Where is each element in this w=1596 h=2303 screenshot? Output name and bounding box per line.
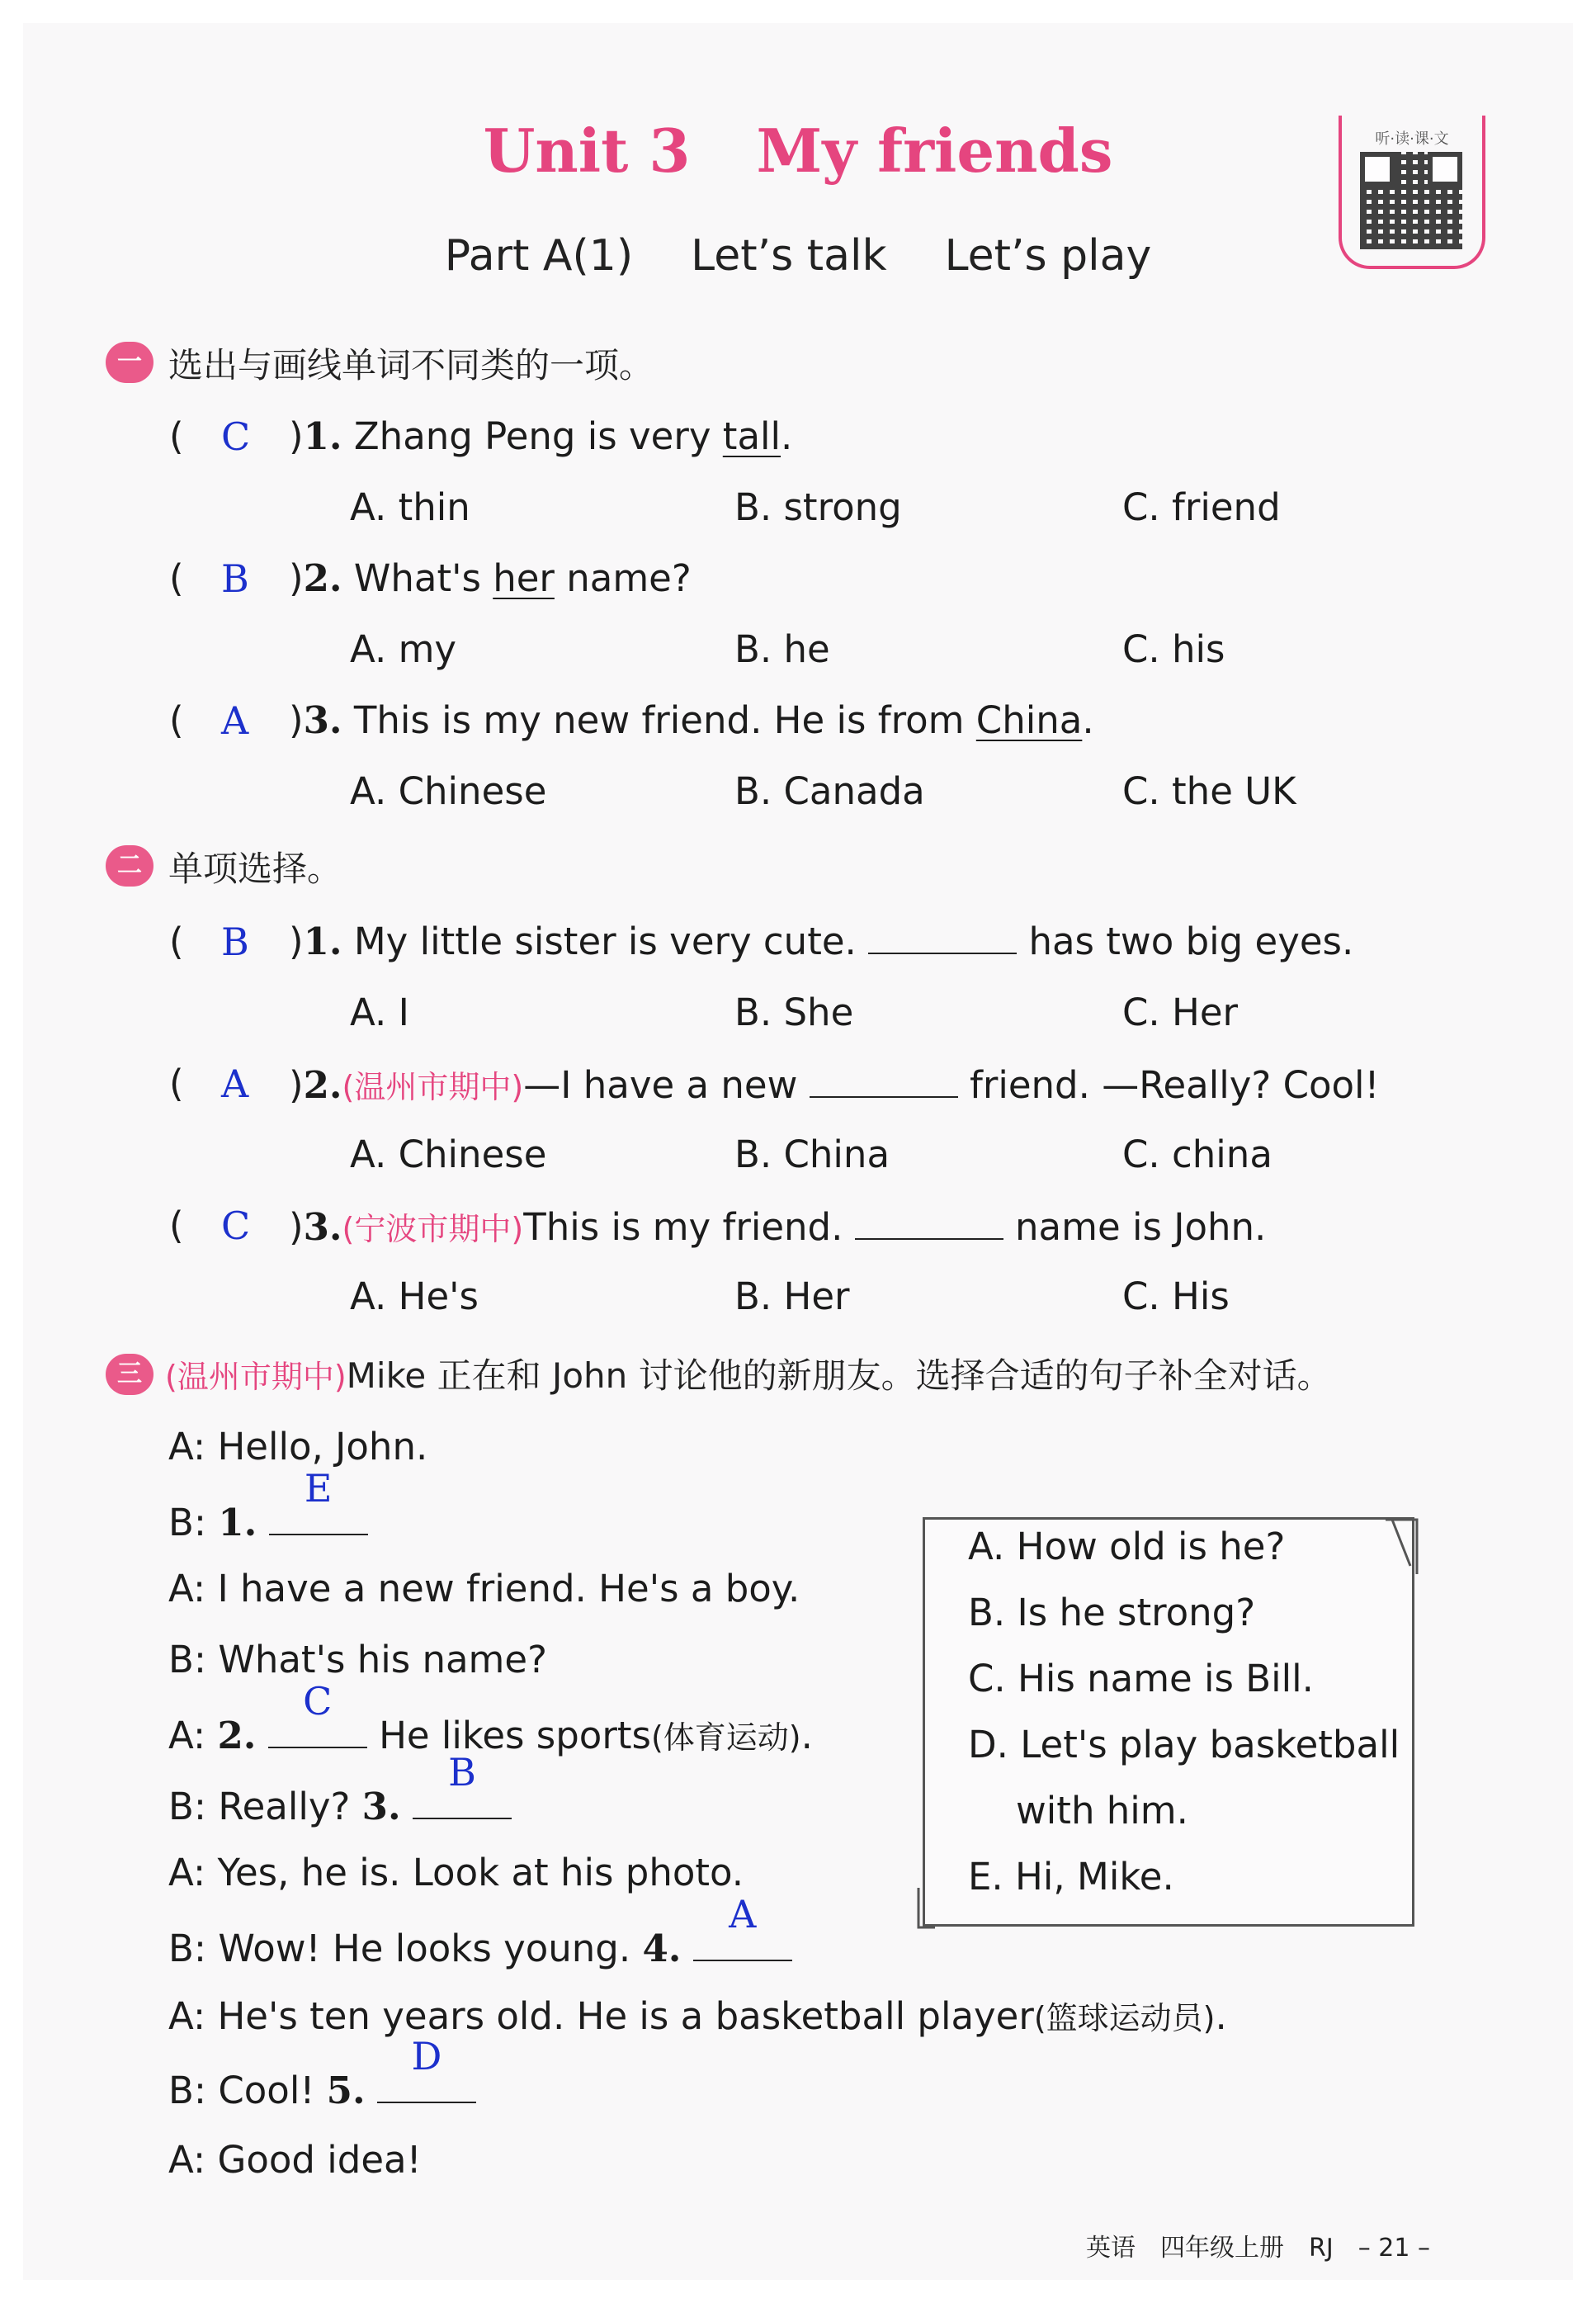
dialogue-line: A: Good idea!	[168, 2138, 422, 2182]
option-c: C. his	[1122, 627, 1225, 671]
answer: A	[221, 698, 249, 743]
option-item: A. How old is he?	[968, 1525, 1286, 1568]
option-c: C. the UK	[1122, 769, 1296, 813]
dialogue-text: B: Cool!	[168, 2069, 327, 2112]
answer: C	[303, 1679, 333, 1724]
answer-blank[interactable]	[868, 948, 1017, 954]
part-label: Part A(1)	[444, 231, 634, 281]
question-text: My little sister is very cute.	[353, 920, 869, 963]
question-s2-2: )2.(温州市期中)—I have a new friend. —Really? Cool!	[289, 1063, 1380, 1107]
qr-code-icon[interactable]	[1360, 152, 1462, 249]
question-text: —I have a new	[523, 1063, 810, 1107]
question-number: 1.	[303, 920, 342, 963]
question-text-end: .	[1082, 698, 1094, 742]
question-s2-1: )1. My little sister is very cute. has two big eyes.	[289, 920, 1354, 963]
answer-paren: (	[169, 698, 184, 742]
dialogue-text-end: .	[800, 1714, 813, 1757]
play-label: Let’s play	[944, 231, 1152, 281]
answer-paren: (	[169, 414, 184, 458]
question-number: 2.	[303, 556, 342, 600]
qr-label: 听·读·课·文	[1375, 130, 1449, 148]
question-source: (宁波市期中)	[342, 1211, 524, 1247]
option-c: C. His	[1122, 1274, 1230, 1318]
dialogue-line: A: Hello, John.	[168, 1425, 428, 1468]
unit-label: Unit 3	[483, 116, 691, 186]
answer-blank[interactable]	[377, 2034, 476, 2103]
question-s1-2: )2. What's her name?	[289, 556, 692, 600]
option-a: A. I	[350, 991, 409, 1034]
answer: B	[221, 556, 249, 601]
answer: A	[221, 1062, 249, 1106]
question-s1-1: )1. Zhang Peng is very tall.	[289, 414, 793, 458]
blank-number: 2.	[217, 1714, 257, 1757]
dialogue-text: He likes sports	[366, 1714, 651, 1757]
question-text: Zhang Peng is very	[353, 414, 723, 458]
answer-blank[interactable]	[268, 1679, 367, 1748]
dialogue-line: B: What's his name?	[168, 1638, 547, 1681]
option-a: A. He's	[350, 1274, 479, 1318]
dialogue-text-end: .	[1215, 1994, 1227, 2038]
option-item-continuation: with him.	[1016, 1789, 1188, 1832]
question-text: This is my friend.	[523, 1205, 855, 1249]
dialogue-line	[168, 1892, 792, 1970]
question-s1-3: )3. This is my new friend. He is from China.	[289, 698, 1094, 742]
dialogue-text: B: Really?	[168, 1785, 362, 1828]
dialogue-line	[168, 1466, 368, 1544]
page-fold-icon	[1386, 1516, 1419, 1574]
underlined-word: her	[493, 556, 555, 600]
page-number: – 21 –	[1358, 2234, 1430, 2263]
option-item: B. Is he strong?	[968, 1591, 1256, 1634]
dialogue-text: B: Wow! He looks young.	[168, 1927, 643, 1970]
dialogue-line	[168, 2034, 476, 2112]
dialogue-line: A: I have a new friend. He's a boy.	[168, 1567, 800, 1610]
question-source: (温州市期中)	[342, 1069, 524, 1105]
footer-subject: 英语	[1086, 2234, 1136, 2263]
option-c: C. china	[1122, 1133, 1273, 1176]
option-b: B. Her	[734, 1274, 850, 1318]
answer-blank[interactable]	[855, 1233, 1003, 1240]
option-a: A. Chinese	[350, 769, 547, 813]
answer-blank[interactable]	[413, 1750, 512, 1819]
question-number: 1.	[303, 414, 342, 458]
answer-paren: (	[169, 556, 184, 600]
unit-name: My friends	[756, 116, 1113, 186]
section-3-icon: 三	[106, 1354, 153, 1395]
chinese-gloss: (篮球运动员)	[1033, 2000, 1216, 2036]
option-item: E. Hi, Mike.	[968, 1855, 1174, 1899]
blank-number: 1.	[218, 1501, 257, 1544]
option-b: B. he	[734, 627, 830, 671]
question-text: This is my new friend. He is from	[353, 698, 976, 742]
option-b: B. China	[734, 1133, 890, 1176]
dialogue-line	[168, 1750, 512, 1828]
option-c: C. friend	[1122, 485, 1281, 529]
underlined-word: China	[975, 698, 1083, 742]
question-text-end: name?	[554, 556, 692, 600]
question-text-end: has two big eyes.	[1017, 920, 1354, 963]
option-b: B. Canada	[734, 769, 925, 813]
dialogue-text: A: He's ten years old. He is a basketball player	[168, 1994, 1034, 2038]
dialogue-line: A: Yes, he is. Look at his photo.	[168, 1851, 744, 1894]
qr-badge[interactable]	[1339, 116, 1485, 269]
section-source: (温州市期中)	[165, 1359, 347, 1395]
footer-grade: 四年级上册	[1160, 2234, 1284, 2263]
question-text: What's	[353, 556, 493, 600]
answer: B	[448, 1750, 476, 1795]
options-box	[923, 1517, 1414, 1927]
option-item: D. Let's play basketball	[968, 1723, 1400, 1766]
option-b: B. strong	[734, 485, 902, 529]
blank-number: 3.	[361, 1785, 401, 1828]
answer-blank[interactable]	[269, 1466, 368, 1535]
blank-number: 5.	[326, 2069, 366, 2112]
section-2-icon: 二	[106, 845, 153, 887]
question-number: 3.	[303, 698, 342, 742]
footer-edition: RJ	[1309, 2234, 1334, 2263]
underlined-word: tall	[722, 414, 781, 458]
section-2-instruction: 单项选择。	[168, 849, 342, 889]
question-number: 2.	[303, 1063, 342, 1107]
blank-number: 4.	[642, 1927, 682, 1970]
answer-blank[interactable]	[810, 1091, 958, 1098]
answer: B	[221, 920, 249, 964]
dialogue-line	[168, 1993, 1227, 2038]
speaker: A:	[168, 1714, 218, 1757]
option-item: C. His name is Bill.	[968, 1657, 1314, 1700]
answer: C	[221, 1204, 251, 1248]
question-text-end: .	[781, 414, 793, 458]
question-text-end: name is John.	[1003, 1205, 1267, 1249]
option-a: A. thin	[350, 485, 470, 529]
page-fold-icon	[917, 1888, 937, 1929]
answer-paren: (	[169, 1204, 184, 1247]
question-number: 3.	[303, 1205, 342, 1249]
option-a: A. my	[350, 627, 457, 671]
answer: E	[304, 1466, 333, 1511]
answer-paren: (	[169, 1062, 184, 1105]
question-text-end: friend. —Really? Cool!	[957, 1063, 1380, 1107]
question-s2-3: )3.(宁波市期中)This is my friend. name is John.	[289, 1205, 1267, 1249]
answer: D	[411, 2034, 442, 2078]
section-1-instruction: 选出与画线单词不同类的一项。	[168, 345, 654, 385]
answer-paren: (	[169, 920, 184, 963]
answer-blank[interactable]	[693, 1892, 792, 1961]
option-b: B. She	[734, 991, 854, 1034]
talk-label: Let’s talk	[691, 231, 887, 281]
answer: A	[729, 1892, 757, 1937]
section-1-icon: 一	[106, 342, 153, 383]
option-c: C. Her	[1122, 991, 1239, 1034]
answer: C	[221, 414, 251, 459]
speaker: B:	[168, 1501, 219, 1544]
chinese-gloss: (体育运动)	[650, 1719, 801, 1756]
section-instruction-text: Mike 正在和 John 讨论他的新朋友。选择合适的句子补全对话。	[346, 1355, 1332, 1396]
section-3-instruction	[165, 1349, 1332, 1398]
page-footer	[1086, 2227, 1455, 2263]
option-a: A. Chinese	[350, 1133, 547, 1176]
